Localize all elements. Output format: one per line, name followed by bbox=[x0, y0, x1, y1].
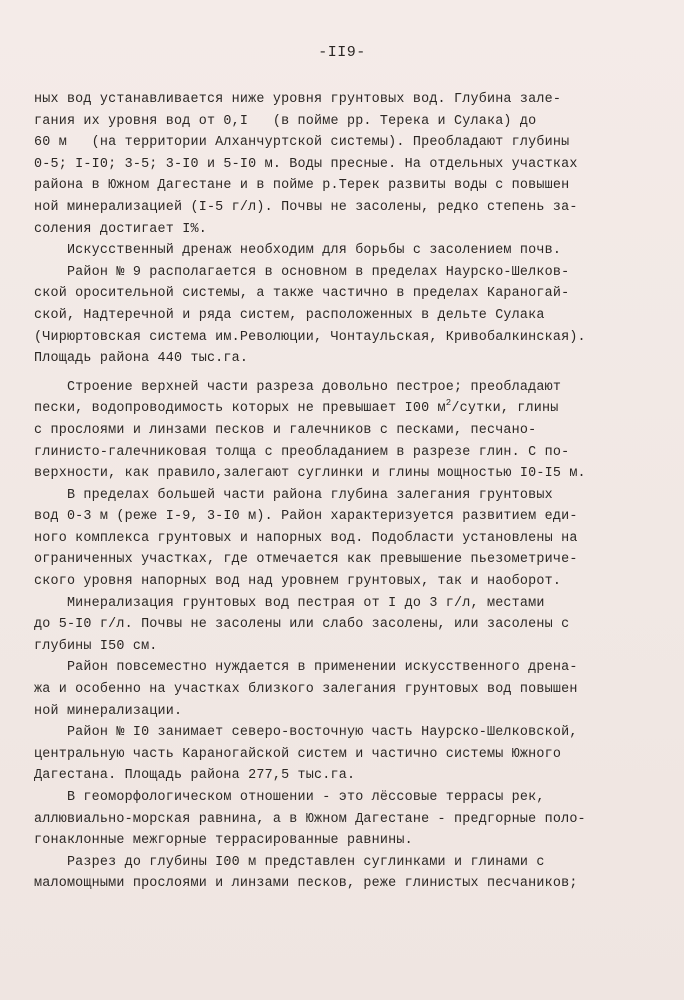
text-line: (Чирюртовская система им.Революции, Чонтаульская, Кривобалкинская). bbox=[34, 329, 586, 345]
text-line: гонаклонные межгорные террасированные равнины. bbox=[34, 833, 413, 849]
text-line: Площадь района 440 тыс.га. bbox=[34, 351, 249, 367]
text-line: центральную часть Караногайской систем и частично системы Южного bbox=[34, 746, 562, 762]
text-line: аллювиально-морская равнина, а в Южном Дагестане - предгорные поло- bbox=[34, 811, 586, 827]
text-line: района в Южном Дагестане и в пойме р.Терек развиты воды с повышен bbox=[34, 178, 570, 194]
text-line: ского уровня напорных вод над уровнем грунтовых, так и наоборот. bbox=[34, 574, 562, 590]
text-line: Дагестана. Площадь района 277,5 тыс.га. bbox=[34, 768, 356, 784]
text-line: В пределах большей части района глубина залегания грунтовых bbox=[34, 487, 553, 503]
text-line: глинисто-галечниковая толща с преобладанием в разрезе глин. С по- bbox=[34, 444, 570, 460]
text-line: ного комплекса грунтовых и напорных вод. Подобласти установлены на bbox=[34, 530, 578, 546]
text-line-with-superscript bbox=[34, 398, 664, 420]
text-line: ской, Надтеречной и ряда систем, расположенных в дельте Сулака bbox=[34, 307, 545, 323]
text-line: вод 0-3 м (реже I-9, 3-I0 м). Район характеризуется развитием еди- bbox=[34, 509, 578, 525]
text-line: с прослоями и линзами песков и галечников с песками, песчано- bbox=[34, 422, 537, 438]
text-line: Минерализация грунтовых вод пестрая от I до 3 г/л, местами bbox=[34, 595, 545, 611]
text-line: Искусственный дренаж необходим для борьбы с засолением почв. bbox=[34, 243, 562, 259]
text-line: 0-5; I-I0; 3-5; 3-I0 и 5-I0 м. Воды пресные. На отдельных участках bbox=[34, 156, 578, 172]
body-text bbox=[34, 89, 664, 895]
text-line: ской оросительной системы, а также частично в пределах Караногай- bbox=[34, 286, 570, 302]
text-line: Район № I0 занимает северо-восточную часть Наурско-Шелковской, bbox=[34, 725, 578, 741]
superscript: 2 bbox=[445, 398, 452, 409]
text-line: Район № 9 располагается в основном в пределах Наурско-Шелков- bbox=[34, 264, 570, 280]
text-line: гания их уровня вод от 0,I (в пойме рр. Терека и Сулака) до bbox=[34, 113, 537, 129]
text-line: соления достигает I%. bbox=[34, 221, 207, 237]
text-line: ных вод устанавливается ниже уровня грунтовых вод. Глубина зале- bbox=[34, 92, 562, 107]
text-segment: /сутки, глины bbox=[451, 401, 559, 417]
text-line: верхности, как правило,залегают суглинки и глины мощностью I0-I5 м. bbox=[34, 466, 586, 482]
text-line: до 5-I0 г/л. Почвы не засолены или слабо засолены, или засолены с bbox=[34, 617, 570, 633]
text-line: ной минерализации. bbox=[34, 703, 183, 719]
text-line: Разрез до глубины I00 м представлен суглинками и глинами с bbox=[34, 854, 545, 870]
page-number: -II9- bbox=[318, 44, 366, 61]
text-line: ограниченных участках, где отмечается как превышение пьезометриче- bbox=[34, 552, 578, 568]
text-line: Строение верхней части разреза довольно пестрое; преобладают bbox=[34, 379, 562, 395]
text-line: В геоморфологическом отношении - это лёссовые террасы рек, bbox=[34, 790, 545, 805]
text-segment: пески, водопроводимость которых не превышает I00 м bbox=[34, 401, 446, 417]
text-line: 60 м (на территории Алханчуртской системы). Преобладают глубины bbox=[34, 135, 570, 151]
text-line: маломощными прослоями и линзами песков, реже глинистых песчаников; bbox=[34, 876, 578, 892]
text-line: Район повсеместно нуждается в применении искусственного дрена- bbox=[34, 660, 578, 676]
text-line: жа и особенно на участках близкого залегания грунтовых вод повышен bbox=[34, 682, 578, 698]
text-line: глубины I50 см. bbox=[34, 638, 158, 654]
text-line: ной минерализацией (I-5 г/л). Почвы не засолены, редко степень за- bbox=[34, 199, 578, 215]
